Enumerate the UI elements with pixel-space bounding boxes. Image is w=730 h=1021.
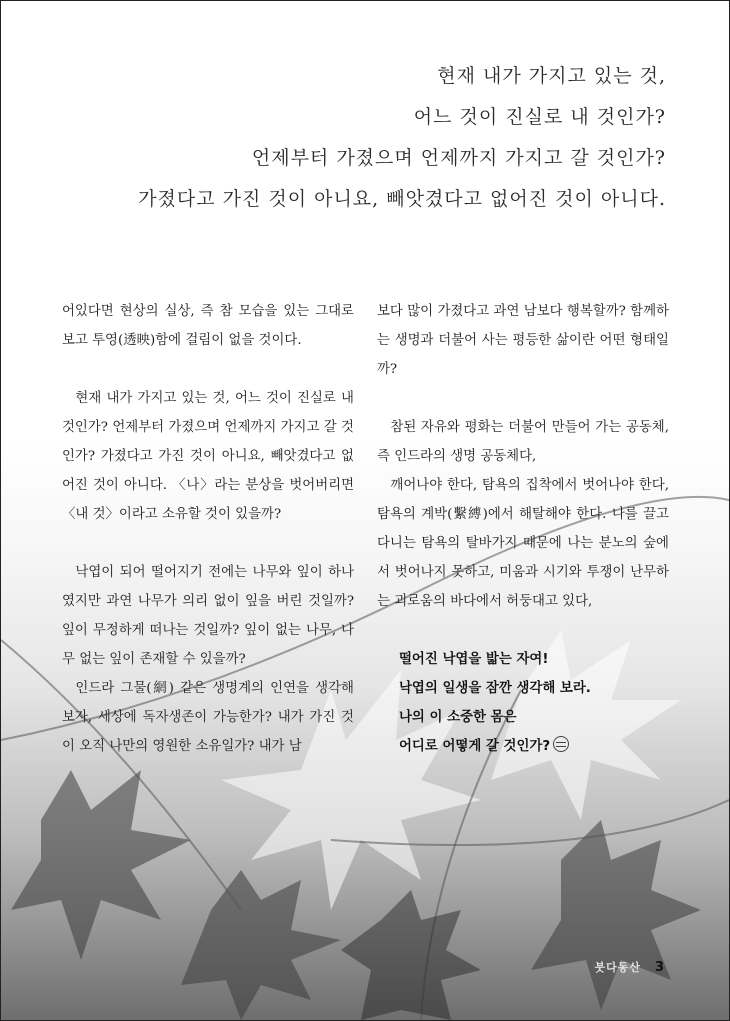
poem-line: 가졌다고 가진 것이 아니요, 빼앗겼다고 없어진 것이 아니다. <box>138 188 666 210</box>
right-column <box>377 297 669 761</box>
paragraph: 낙엽이 되어 떨어지기 전에는 나무와 잎이 하나였지만 과연 나무가 의리 없이 잎을 버린 것일까? 잎이 무정하게 떠나는 것일까? 잎이 없는 나무, 나무 없는 잎이 존재할 수 있을까? <box>62 565 354 667</box>
paragraph-gap <box>377 616 669 645</box>
closing-line-final <box>399 732 669 761</box>
closing-line: 나의 이 소중한 몸은 <box>399 710 517 725</box>
paragraph-gap <box>62 529 354 558</box>
closing-line: 낙엽의 일생을 잠깐 생각해 보라. <box>399 681 591 696</box>
paragraph: 보다 많이 가졌다고 과연 남보다 행복할까? 함께하는 생명과 더불어 사는 평등한 삶이란 어떤 형태일까? <box>377 304 669 377</box>
paragraph: 현재 내가 가지고 있는 것, 어느 것이 진실로 내 것인가? 언제부터 가졌으며 언제까지 가지고 갈 것인가? 가졌다고 가진 것이 아니요, 빼앗겼다고 없어진 것이 아니다. 〈나〉라는 분상을 벗어버리면 〈내 것〉이라고 소유할 것이 있을까? <box>62 391 354 522</box>
page-footer <box>594 959 664 975</box>
paragraph-gap <box>377 384 669 413</box>
closing-line: 떨어진 낙엽을 밟는 자여! <box>399 652 549 667</box>
paragraph: 인드라 그물(網) 같은 생명계의 인연을 생각해 보자, 세상에 독자생존이 가능한가? 내가 가진 것이 오직 나만의 영원한 소유일가? 내가 남 <box>62 681 354 754</box>
paragraph-gap <box>62 355 354 384</box>
left-column <box>62 297 354 761</box>
poem-line: 현재 내가 가지고 있는 것, <box>437 65 666 87</box>
poem-line: 언제부터 가졌으며 언제까지 가지고 갈 것인가? <box>251 147 666 169</box>
paragraph: 참된 자유와 평화는 더불어 만들어 가는 공동체, 즉 인드라의 생명 공동체다, <box>377 420 669 464</box>
paragraph: 깨어나야 한다, 탐욕의 집착에서 벗어나야 한다, 탐욕의 계박(繫縛)에서 해탈해야 한다. 나를 끌고 다니는 탐욕의 탈바가지 때문에 나는 분노의 숲에서 벗어나지 못하고, 미움과 시기와 투쟁이 난무하는 괴로움의 바다에서 허둥대고 있다, <box>377 478 669 609</box>
magazine-brand: 붓다동산 <box>594 961 641 974</box>
poem-line: 어느 것이 진실로 내 것인가? <box>413 106 666 128</box>
intro-poem <box>46 56 666 220</box>
page-number: 3 <box>654 960 664 975</box>
closing-verse <box>399 645 669 761</box>
paragraph: 어있다면 현상의 실상, 즉 참 모습을 있는 그대로 보고 투영(透映)함에 걸림이 없을 것이다. <box>62 304 354 348</box>
closing-line-text: 어디로 어떻게 갈 것인가? <box>399 739 551 754</box>
end-mark-icon <box>553 736 569 752</box>
